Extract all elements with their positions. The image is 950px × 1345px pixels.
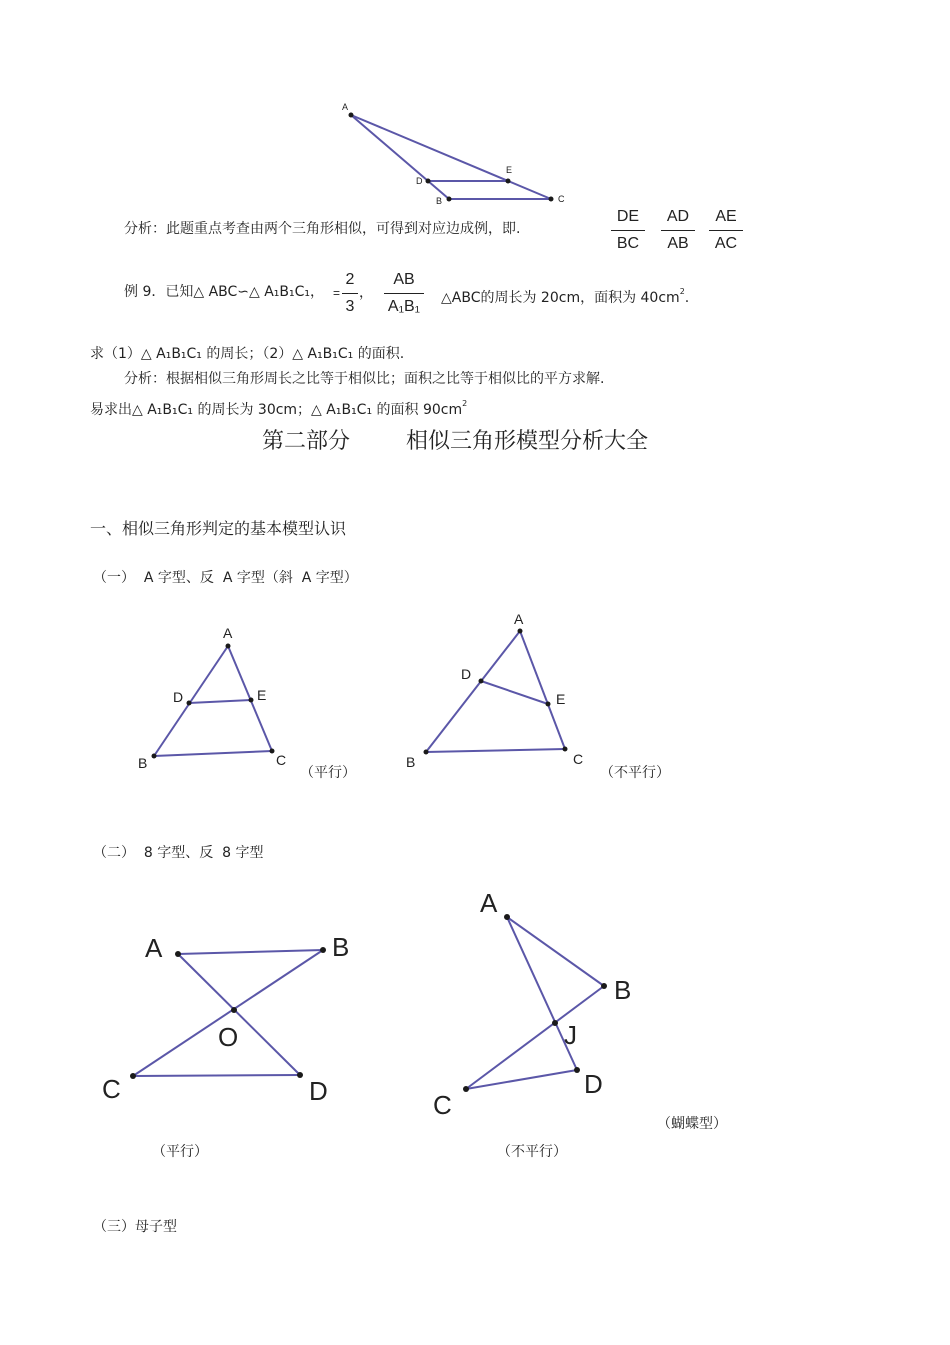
fig3-label-B: B: [332, 932, 350, 962]
example9-comma: ，: [359, 285, 373, 301]
fig1-label-E: E: [257, 687, 267, 703]
fig4-label-J: J: [564, 1020, 577, 1050]
fraction-numerator: AE: [715, 208, 737, 225]
fig3-label-D: D: [309, 1076, 328, 1106]
fraction-denominator: AB: [667, 235, 689, 252]
caption-parallel-a: （平行）: [300, 765, 356, 781]
fig3-label-O: O: [218, 1022, 239, 1052]
fraction-denominator: A₁B₁: [387, 298, 421, 315]
example9-prefix: 例 9．已知△ ABC∽△ A₁B₁C₁，: [124, 284, 325, 300]
question-text: 求（1）△ A₁B₁C₁ 的周长；（2）△ A₁B₁C₁ 的面积.: [90, 346, 405, 362]
part2-title: 第二部分 相似三角形模型分析大全: [262, 429, 648, 454]
example9-suffix-text: △ABC的周长为 20cm，面积为 40cm: [441, 290, 680, 306]
analysis1-text: 分析：此题重点考查由两个三角形相似，可得到对应边成例，即.: [124, 221, 521, 237]
fraction-numerator: DE: [616, 208, 640, 225]
fig1-label-B: B: [138, 755, 148, 771]
fig2-label-C: C: [573, 751, 584, 767]
fraction-numerator: AD: [666, 208, 690, 225]
answer-body: 易求出△ A₁B₁C₁ 的周长为 30cm；△ A₁B₁C₁ 的面积 90cm: [90, 402, 463, 418]
fraction-bar: [709, 230, 743, 231]
figure-a-nonparallel: [406, 611, 583, 770]
fig3-label-A: A: [145, 933, 163, 963]
fig1-label-D: D: [173, 689, 184, 705]
fraction-denominator: BC: [616, 235, 640, 252]
superscript-2: 2: [462, 399, 468, 408]
sub3-title: （三）母子型: [93, 1219, 177, 1235]
figure-8-parallel: [102, 932, 349, 1106]
fraction-two-thirds: [342, 270, 358, 317]
section1-title: 一、相似三角形判定的基本模型认识: [90, 519, 347, 538]
fraction-numerator: 2: [345, 271, 355, 288]
fig1-label-A: A: [223, 625, 233, 641]
caption-butterfly: （蝴蝶型）: [657, 1116, 727, 1132]
fraction-denominator: 3: [345, 298, 355, 315]
superscript-2: 2: [679, 287, 685, 296]
fig0-label-E: E: [506, 165, 513, 175]
example9-equals: =: [333, 286, 341, 300]
sub1-title: （一） A 字型、反 A 字型（斜 A 字型）: [93, 570, 358, 586]
fig0-label-B: B: [436, 196, 443, 206]
caption-parallel-8: （平行）: [152, 1144, 208, 1160]
fig2-label-A: A: [514, 611, 524, 627]
caption-nonparallel-8: （不平行）: [497, 1144, 567, 1160]
example9-suffix: [441, 284, 689, 306]
fig2-label-E: E: [556, 691, 566, 707]
fig4-label-A: A: [480, 888, 498, 918]
fraction-bar: [342, 293, 358, 294]
analysis2-text: 分析：根据相似三角形周长之比等于相似比；面积之比等于相似比的平方求解.: [124, 371, 605, 387]
fig0-label-D: D: [416, 176, 423, 186]
fraction-ae-ac: [709, 207, 743, 254]
fraction-bar: [661, 230, 695, 231]
fig4-label-B: B: [614, 975, 632, 1005]
fig1-label-C: C: [276, 752, 287, 768]
answer-text: [90, 396, 467, 418]
fraction-numerator: AB: [393, 271, 415, 288]
fig0-label-C: C: [558, 194, 565, 204]
fraction-bar: [384, 293, 424, 294]
fig4-label-C: C: [433, 1090, 452, 1120]
fraction-ad-ab: [661, 207, 695, 254]
fig4-label-D: D: [584, 1069, 603, 1099]
figure-top-triangle: [342, 102, 565, 206]
fig3-label-C: C: [102, 1074, 121, 1104]
fig2-label-D: D: [461, 666, 472, 682]
fraction-denominator: AC: [714, 235, 738, 252]
fraction-de-bc: [611, 207, 645, 254]
fraction-bar: [611, 230, 645, 231]
sub2-title: （二） 8 字型、反 8 字型: [93, 845, 264, 861]
figure-8-nonparallel: [433, 888, 631, 1120]
fraction-ab-a1b1: [384, 270, 424, 317]
caption-nonparallel-a: （不平行）: [600, 765, 670, 781]
fig0-label-A: A: [342, 102, 349, 112]
fig2-label-B: B: [406, 754, 416, 770]
figure-a-parallel: [138, 625, 286, 771]
example9-period: .: [684, 290, 690, 306]
